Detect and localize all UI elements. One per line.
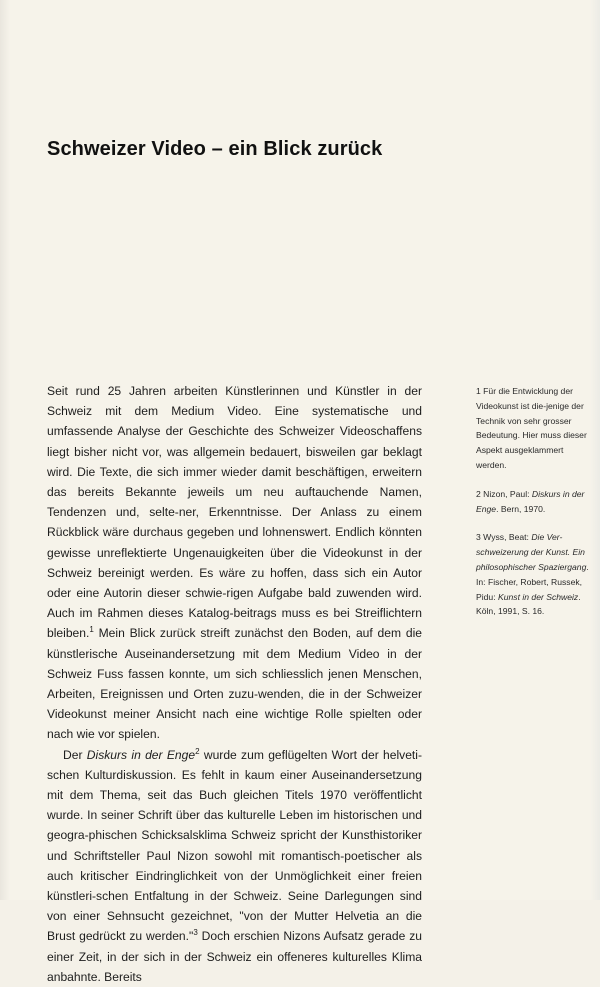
paragraph-2-lead: Der (63, 747, 87, 762)
footnotes-column (476, 384, 594, 633)
footnote-3-book-title: Kunst in der Schweiz (497, 591, 579, 602)
footnote-2 (476, 487, 594, 517)
footnote-1-text: 1 Für die Entwicklung der Videokunst ist die-jenige der Technik von sehr grosser Bedeutung. Hier muss dieser Aspekt ausgeklammert werden. (476, 386, 587, 470)
book-title-italic: Diskurs in der Enge (86, 747, 196, 762)
footnote-2-publication: . Bern, 1970. (496, 503, 546, 514)
paragraph-1 (47, 381, 422, 745)
footnote-3-publication: . Köln, 1991, S. 16. (476, 591, 581, 617)
footnote-2-title: Diskurs in der Enge (476, 488, 585, 514)
paragraph-1-text: Seit rund 25 Jahren arbeiten Künstlerinnen und Künstler in der Schweiz mit dem Medium Video. Eine systematische und umfassende Analyse der Geschichte des Schweizer Videoschaffens liegt bisher nicht vor, was allgemein bedauert, bisweilen gar beklagt wird. Die Texte, die sich immer wieder damit beschäftigen, erweitern das bereits Bekannte jeweils um neu auftauchende Namen, Tendenzen und, selte-ner, Erkenntnisse. Der Anlass zu einem Rückblick wäre durchaus gegeben und lohnenswert. Endlich könnten gewisse unreflektierte Ungenauigkeiten über die Videokunst in der Schweiz bereinigt werden. Es wäre zu hoffen, dass sich ein Autor oder eine Autorin dieser schwie-rigen Aufgabe bald zuwenden wird. Auch im Rahmen dieses Katalog-beitrags muss es bei Streiflichtern bleiben. (47, 384, 422, 641)
footnote-ref-2: 2 (195, 746, 200, 756)
footnote-1 (476, 384, 594, 473)
footnote-2-author: 2 Nizon, Paul: (476, 488, 532, 499)
paragraph-2-text-continued: Doch erschien Nizons Aufsatz gerade zu einer Zeit, in der sich in der Schweiz ein offeneres kulturelles Klima anbahnte. Bereits (47, 929, 422, 984)
body-text (47, 381, 422, 987)
paragraph-2 (47, 745, 422, 987)
paragraph-1-text-continued: Mein Blick zurück streift zunächst den Boden, auf dem die künstlerische Auseinandersetzung mit dem Medium Video in der Schweiz Fuss fassen konnte, um sich schliesslich jenen Menschen, Arbeiten, Ereignissen und Orten zuzu-wenden, die in der Schweizer Videokunst meiner Ansicht nach eine wichtige Rolle spielten oder nach wie vor spielen. (47, 626, 422, 742)
footnote-3-author: 3 Wyss, Beat: (476, 532, 532, 543)
footnote-3-title: Die Ver-schweizerung der Kunst. Ein philosophischer Spaziergang (476, 532, 587, 572)
page-title: Schweizer Video – ein Blick zurück (47, 138, 383, 160)
footnote-3-source: . In: Fischer, Robert, Russek, Pidu: (476, 561, 589, 602)
footnote-ref-1: 1 (89, 625, 94, 635)
paragraph-2-text: wurde zum geflügelten Wort der helveti-schen Kulturdiskussion. Es fehlt in kaum einer Auseinandersetzung mit dem Thema, seit das Buch gleichen Titels 1970 veröffentlicht wurde. In seiner Schrift über das kulturelle Leben im historischen und geogra-phischen Schicksalsklima Schweiz spricht der Kunsthistoriker und Schriftsteller Paul Nizon sowohl mit romantisch-poetischer als auch kritischer Eindringlichkeit von der Unmöglichkeit einer freien künstleri-schen Entfaltung in der Schweiz. Seine Darlegungen sind von einer Sehnsucht gezeichnet, "von der Mutter Helvetia an die Brust gedrückt zu werden." (47, 747, 422, 944)
footnote-ref-3: 3 (193, 928, 198, 938)
footnote-3 (476, 530, 594, 619)
